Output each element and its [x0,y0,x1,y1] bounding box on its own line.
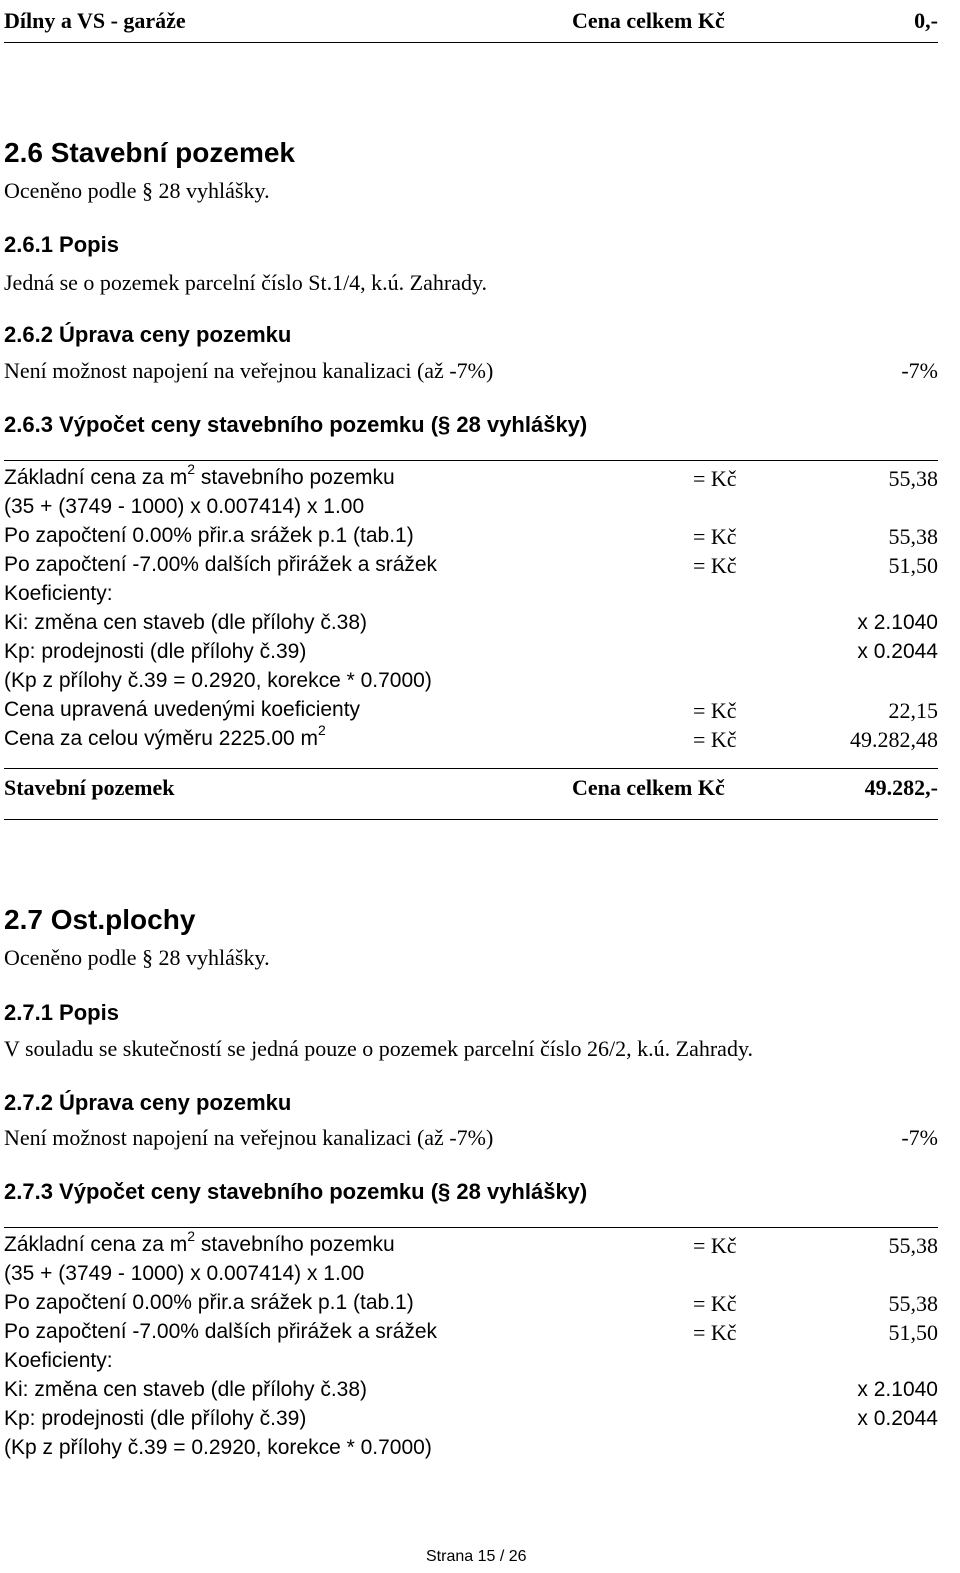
calc-row-label: Ki: změna cen staveb (dle přílohy č.38) [4,1378,368,1401]
header-title: Dílny a VS - garáže [4,8,186,33]
calc-row-value: 51,50 [888,1320,938,1345]
calc-row-eq: = Kč [693,466,737,491]
header-total-value: 0,- [914,8,938,33]
calc-row-value: 22,15 [888,698,938,723]
calc-row-label: Po započtení -7.00% dalších přirážek a srážek [4,553,438,576]
calc-row-label: Kp: prodejnosti (dle přílohy č.39) [4,640,307,663]
calc-row-label: Cena upravená uvedenými koeficienty [4,698,361,721]
table-divider [4,1227,938,1228]
page-number: Strana 15 / 26 [426,1548,527,1565]
section-title-2-6: 2.6 Stavební pozemek [4,137,296,168]
calc-row-value: 51,50 [888,553,938,578]
subsection-title: 2.6.2 Úprava ceny pozemku [4,322,292,347]
adjustment-value: -7% [901,1125,938,1150]
subsection-title: 2.7.1 Popis [4,1000,119,1025]
summary-total-label: Cena celkem Kč [572,775,725,800]
calc-row-value: 49.282,48 [850,727,938,752]
calc-row-label: Ki: změna cen staveb (dle přílohy č.38) [4,611,368,634]
calc-row-eq: = Kč [693,1320,737,1345]
calc-row-eq: = Kč [693,1233,737,1258]
adjustment-text: Není možnost napojení na veřejnou kanalizaci (až -7%) [4,358,494,383]
header-divider [4,42,938,43]
calc-row-eq: = Kč [693,1291,737,1316]
valued-note: Oceněno podle § 28 vyhlášky. [4,178,270,203]
calc-row-label: (35 + (3749 - 1000) x 0.007414) x 1.00 [4,495,365,518]
summary-divider-bottom [4,819,938,820]
calc-row-label: Kp: prodejnosti (dle přílohy č.39) [4,1407,307,1430]
calc-row-value: x 2.1040 [857,1378,938,1401]
calc-row-eq: = Kč [693,698,737,723]
calc-row-label: (Kp z přílohy č.39 = 0.2920, korekce * 0.7000) [4,669,432,692]
adjustment-text: Není možnost napojení na veřejnou kanalizaci (až -7%) [4,1125,494,1150]
section-title-2-7: 2.7 Ost.plochy [4,904,196,935]
calc-row-value: 55,38 [888,466,938,491]
calc-row-label: (Kp z přílohy č.39 = 0.2920, korekce * 0.7000) [4,1436,432,1459]
calc-row-value: 55,38 [888,1291,938,1316]
description-text: V souladu se skutečností se jedná pouze o pozemek parcelní číslo 26/2, k.ú. Zahrady. [4,1036,754,1061]
subsection-title: 2.7.3 Výpočet ceny stavebního pozemku (§ 28 vyhlášky) [4,1179,588,1204]
subsection-title: 2.6.3 Výpočet ceny stavebního pozemku (§ 28 vyhlášky) [4,412,588,437]
calc-row-eq: = Kč [693,727,737,752]
description-text: Jedná se o pozemek parcelní číslo St.1/4, k.ú. Zahrady. [4,270,488,295]
calc-row-value: 55,38 [888,524,938,549]
calc-row-value: x 0.2044 [857,1407,938,1430]
calc-row-label: Po započtení 0.00% přir.a srážek p.1 (tab.1) [4,1291,414,1314]
calc-row-eq: = Kč [693,553,737,578]
calc-row-label: Po započtení 0.00% přir.a srážek p.1 (tab.1) [4,524,414,547]
calc-row-label: Základní cena za $m^2$ stavebního pozemku [4,461,395,489]
subsection-title: 2.6.1 Popis [4,232,119,257]
calc-row-label: Cena za celou výměru 2225.00 $m^2$ [4,722,326,750]
summary-total-value: 49.282,- [864,775,938,800]
header-total-label: Cena celkem Kč [572,8,725,33]
adjustment-value: -7% [901,358,938,383]
calc-row-label: Koeficienty: [4,1349,113,1372]
valued-note: Oceněno podle § 28 vyhlášky. [4,945,270,970]
summary-label: Stavební pozemek [4,775,175,800]
calc-row-label: Základní cena za $m^2$ stavebního pozemku [4,1228,395,1256]
subsection-title: 2.7.2 Úprava ceny pozemku [4,1090,292,1115]
calc-row-label: Po započtení -7.00% dalších přirážek a srážek [4,1320,438,1343]
calc-row-value: 55,38 [888,1233,938,1258]
calc-row-label: Koeficienty: [4,582,113,605]
calc-row-value: x 2.1040 [857,611,938,634]
table-divider [4,460,938,461]
summary-divider-top [4,768,938,769]
calc-row-value: x 0.2044 [857,640,938,663]
calc-row-label: (35 + (3749 - 1000) x 0.007414) x 1.00 [4,1262,365,1285]
calc-row-eq: = Kč [693,524,737,549]
